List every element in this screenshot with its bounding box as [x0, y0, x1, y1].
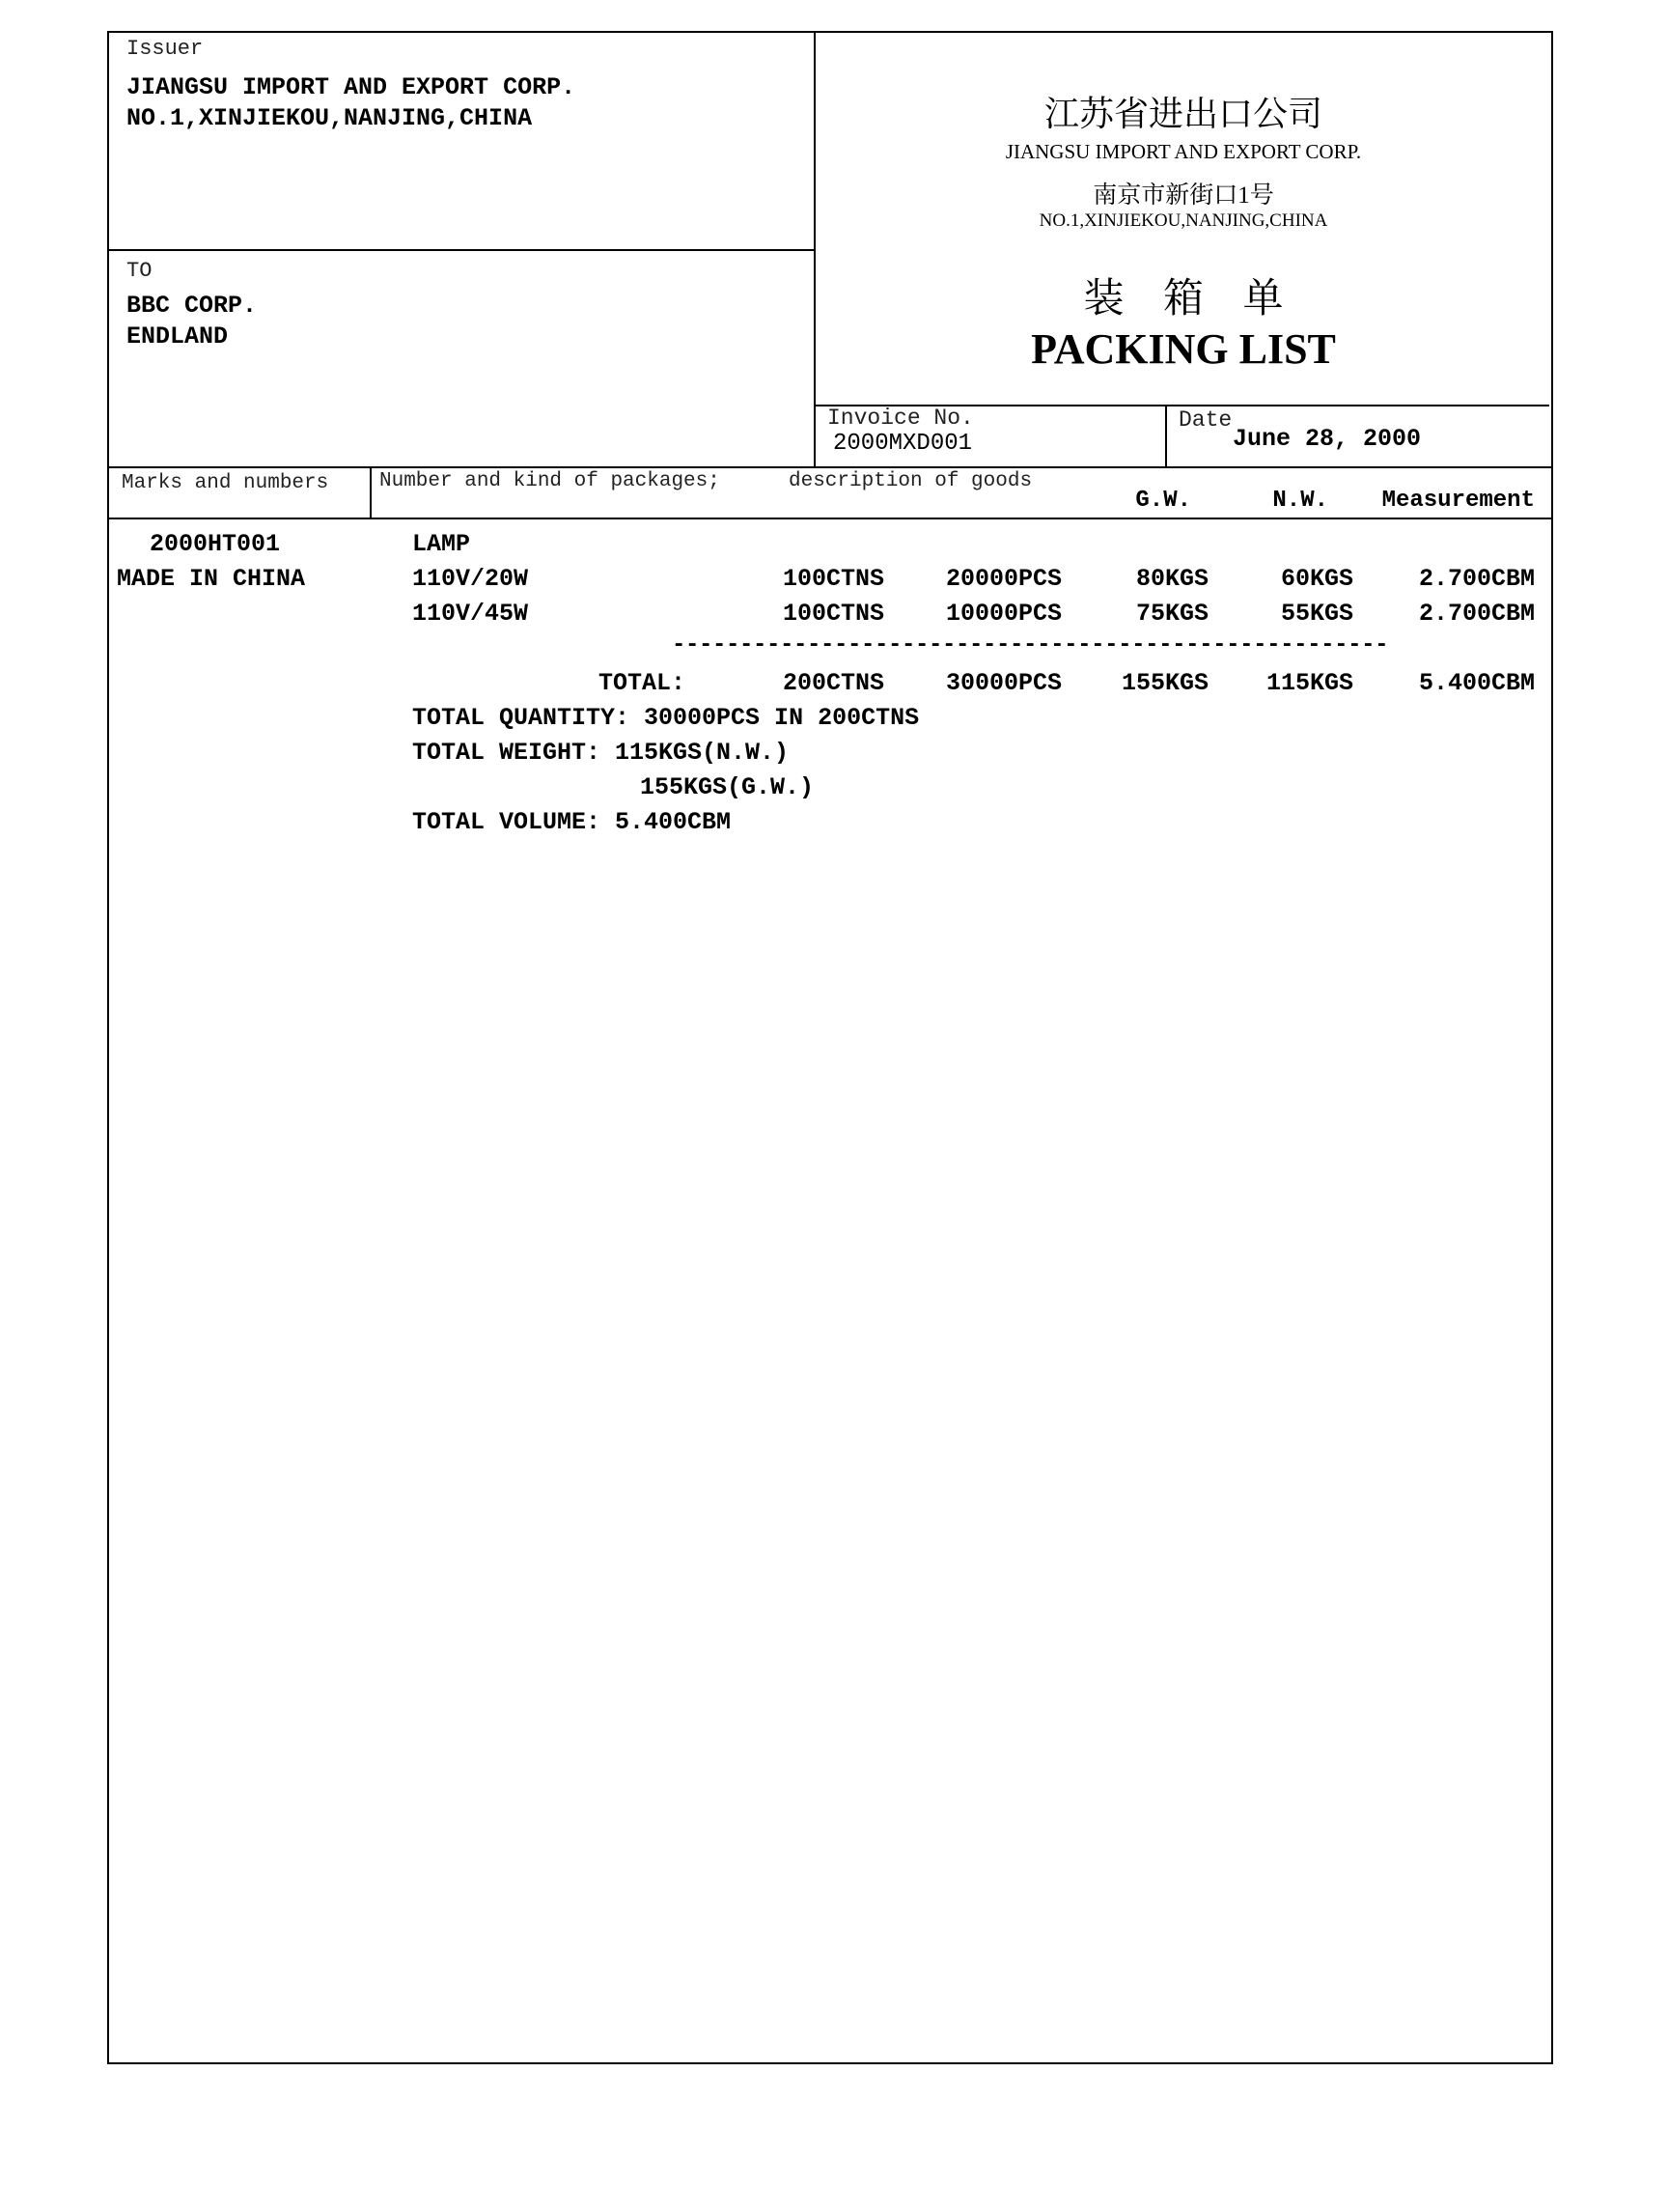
total-pieces: 30000PCS [945, 669, 1062, 697]
item-net-weight: 55KGS [1280, 600, 1353, 628]
item-net-weight: 60KGS [1280, 565, 1353, 593]
total-weight-line: TOTAL WEIGHT: 115KGS(N.W.) [412, 739, 790, 767]
goods-name: LAMP [412, 530, 471, 558]
item-cartons: 100CTNS [782, 565, 884, 593]
item-pieces: 10000PCS [945, 600, 1062, 628]
issuer-to-divider [107, 249, 816, 251]
company-name-cn: 江苏省进出口公司 [1043, 95, 1322, 133]
to-label: TO [126, 259, 153, 283]
marks-line-1: 2000HT001 [150, 530, 281, 558]
marks-column-divider [370, 466, 372, 519]
gw-header: G.W. [1135, 488, 1191, 514]
item-measurement: 2.700CBM [1418, 565, 1535, 593]
company-address-en: NO.1,XINJIEKOU,NANJING,CHINA [1039, 210, 1328, 231]
item-gross-weight: 75KGS [1135, 600, 1209, 628]
total-net-weight: 115KGS [1265, 669, 1353, 697]
document-title-cn: 装 箱 单 [1083, 277, 1284, 322]
issuer-name: JIANGSU IMPORT AND EXPORT CORP. [126, 73, 576, 101]
invoice-date-divider [1165, 405, 1167, 467]
item-pieces: 20000PCS [945, 565, 1062, 593]
nw-header: N.W. [1272, 488, 1328, 514]
document-title-en: PACKING LIST [1031, 325, 1336, 373]
item-cartons: 100CTNS [782, 600, 884, 628]
column-header-bottom-line [107, 518, 1553, 519]
total-volume-line: TOTAL VOLUME: 5.400CBM [412, 808, 732, 836]
consignee-address: ENDLAND [126, 322, 229, 350]
packages-header: Number and kind of packages; [379, 470, 720, 492]
total-measurement: 5.400CBM [1418, 669, 1535, 697]
item-gross-weight: 80KGS [1135, 565, 1209, 593]
marks-line-2: MADE IN CHINA [117, 565, 306, 593]
item-model: 110V/45W [412, 600, 529, 628]
header-bottom-line [107, 466, 1553, 468]
measurement-header: Measurement [1381, 488, 1535, 514]
total-separator: ----------------------------------------------------- [672, 632, 1389, 658]
company-address-cn: 南京市新街口1号 [1093, 182, 1274, 209]
company-name-en: JIANGSU IMPORT AND EXPORT CORP. [1005, 140, 1362, 163]
description-header: description of goods [789, 470, 1033, 492]
consignee-name: BBC CORP. [126, 292, 258, 320]
total-label: TOTAL: [598, 669, 685, 697]
invoice-label: Invoice No. [827, 406, 974, 431]
date-label: Date [1179, 407, 1233, 433]
total-weight-gross-line: 155KGS(G.W.) [640, 773, 815, 801]
issuer-label: Issuer [126, 37, 204, 61]
marks-header: Marks and numbers [122, 472, 329, 494]
issuer-address: NO.1,XINJIEKOU,NANJING,CHINA [126, 104, 533, 132]
item-measurement: 2.700CBM [1418, 600, 1535, 628]
total-quantity-line: TOTAL QUANTITY: 30000PCS IN 200CTNS [412, 704, 920, 732]
invoice-number: 2000MXD001 [833, 431, 973, 457]
item-model: 110V/20W [412, 565, 529, 593]
total-cartons: 200CTNS [782, 669, 884, 697]
total-gross-weight: 155KGS [1121, 669, 1209, 697]
date-value: June 28, 2000 [1233, 425, 1422, 453]
